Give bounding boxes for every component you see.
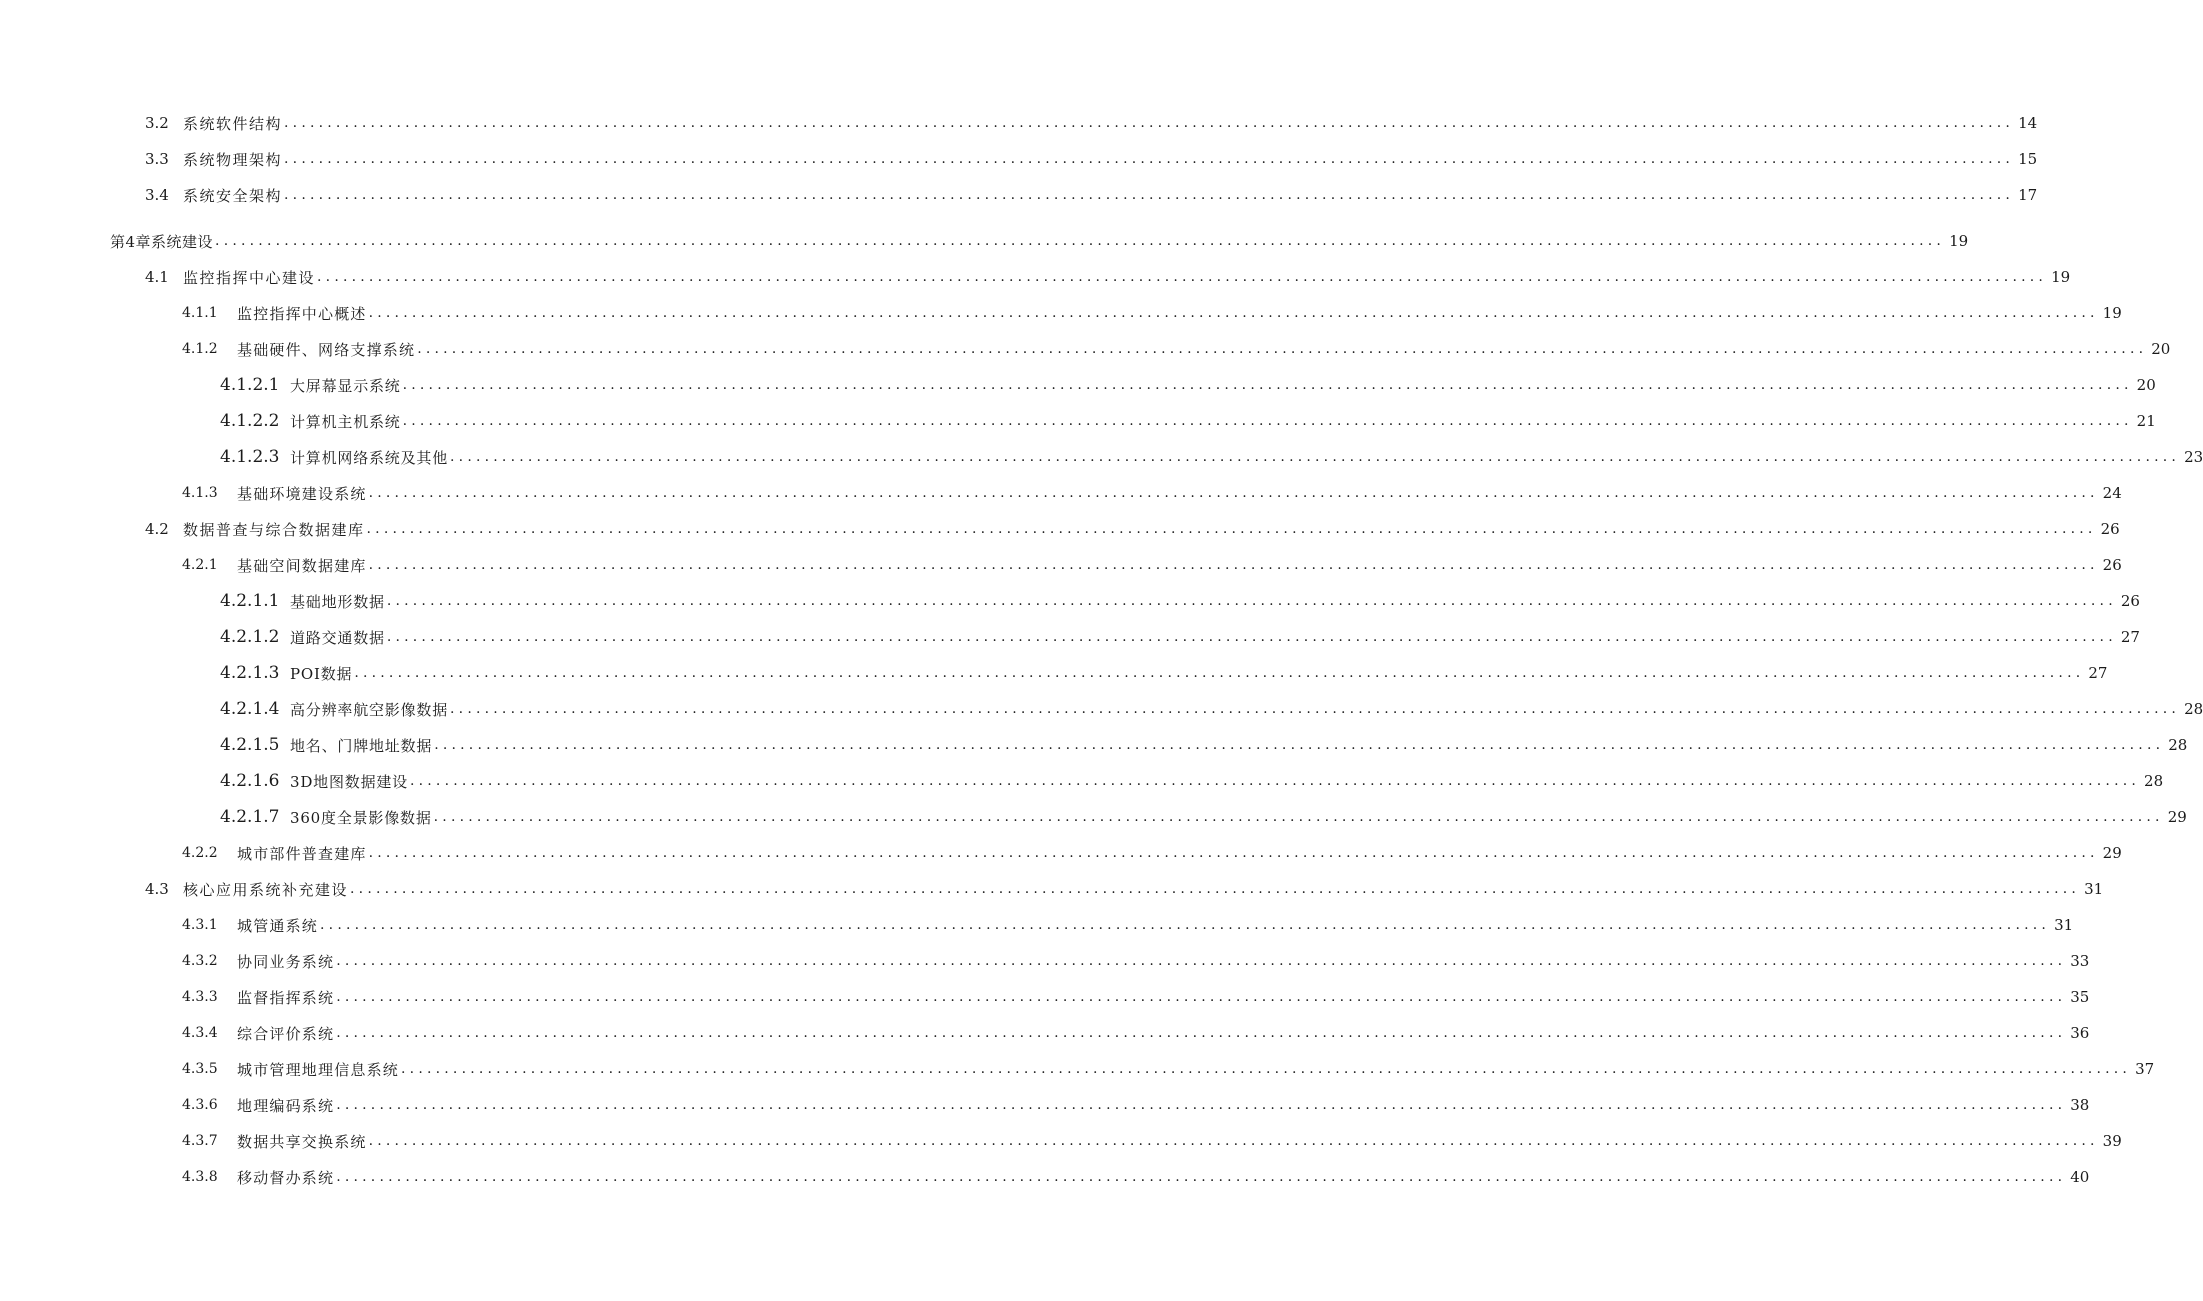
toc-entry[interactable] — [220, 768, 2164, 794]
toc-entry[interactable] — [145, 876, 2104, 902]
toc-entry-page-number: 40 — [2070, 1168, 2090, 1186]
toc-entry-title: 基础硬件、网络支撑系统 — [237, 340, 416, 359]
dot-leader: ........................................................................................................................................................................................................ — [336, 1025, 2067, 1041]
dot-leader: ........................................................................................................................................................................................................ — [402, 413, 2133, 429]
toc-entry-number: 4.2.1 — [182, 557, 218, 573]
toc-entry-title: 监督指挥系统 — [237, 988, 335, 1007]
toc-entry[interactable] — [220, 804, 2187, 830]
dot-leader: ........................................................................................................................................................................................................ — [317, 269, 2048, 285]
toc-entry-number: 4.2.1.1 — [220, 591, 280, 611]
toc-entry-page-number: 36 — [2070, 1024, 2090, 1042]
dot-leader: ........................................................................................................................................................................................................ — [350, 881, 2081, 897]
dot-leader: ........................................................................................................................................................................................................ — [386, 593, 2117, 609]
dot-leader: ........................................................................................................................................................................................................ — [336, 953, 2067, 969]
toc-entry[interactable] — [182, 840, 2122, 866]
toc-entry-title: 地名、门牌地址数据 — [290, 736, 433, 755]
toc-entry-page-number: 17 — [2018, 186, 2038, 204]
toc-entry-number: 4.3.4 — [182, 1025, 218, 1041]
toc-entry[interactable] — [182, 948, 2090, 974]
toc-entry-page-number: 28 — [2144, 772, 2164, 790]
toc-entry-title: 大屏幕显示系统 — [290, 376, 401, 395]
toc-entry[interactable] — [110, 228, 1969, 254]
toc-entry-title: 3D地图数据建设 — [290, 772, 408, 791]
toc-entry[interactable] — [182, 912, 2074, 938]
toc-entry-number: 4.3.2 — [182, 953, 218, 969]
dot-leader: ........................................................................................................................................................................................................ — [336, 1169, 2067, 1185]
toc-entry[interactable] — [182, 1164, 2090, 1190]
toc-entry[interactable] — [182, 336, 2171, 362]
dot-leader: ........................................................................................................................................................................................................ — [450, 701, 2181, 717]
dot-leader: ........................................................................................................................................................................................................ — [401, 1061, 2132, 1077]
toc-entry-title: 计算机主机系统 — [290, 412, 401, 431]
toc-entry-title: 基础环境建设系统 — [237, 484, 367, 503]
toc-entry-number: 4.1 — [145, 268, 169, 286]
toc-entry[interactable] — [145, 264, 2071, 290]
toc-entry-title: 城管通系统 — [237, 916, 319, 935]
toc-entry-page-number: 31 — [2084, 880, 2104, 898]
toc-entry[interactable] — [145, 516, 2120, 542]
toc-entry-page-number: 27 — [2120, 628, 2140, 646]
dot-leader: ........................................................................................................................................................................................................ — [433, 809, 2164, 825]
toc-entry-number: 3.4 — [145, 186, 169, 204]
toc-entry-number: 4.1.3 — [182, 485, 218, 501]
dot-leader: ........................................................................................................................................................................................................ — [450, 449, 2181, 465]
toc-entry-number: 3.3 — [145, 150, 169, 168]
toc-entry-page-number: 23 — [2184, 448, 2203, 466]
toc-entry-title: 综合评价系统 — [237, 1024, 335, 1043]
toc-entry-title: 移动督办系统 — [237, 1168, 335, 1187]
toc-entry-title: 地理编码系统 — [237, 1096, 335, 1115]
toc-entry[interactable] — [145, 146, 2038, 172]
toc-entry[interactable] — [220, 408, 2156, 434]
toc-entry-page-number: 29 — [2102, 844, 2122, 862]
toc-entry-page-number: 19 — [2102, 304, 2122, 322]
dot-leader: ........................................................................................................................................................................................................ — [354, 665, 2085, 681]
toc-entry-title: 系统物理架构 — [183, 150, 283, 169]
toc-entry-page-number: 38 — [2070, 1096, 2090, 1114]
dot-leader: ........................................................................................................................................................................................................ — [368, 1133, 2099, 1149]
toc-entry-page-number: 26 — [2100, 520, 2120, 538]
toc-entry-page-number: 27 — [2088, 664, 2108, 682]
toc-entry[interactable] — [182, 1128, 2122, 1154]
dot-leader: ........................................................................................................................................................................................................ — [417, 341, 2148, 357]
toc-entry-page-number: 26 — [2120, 592, 2140, 610]
toc-entry-title: 监控指挥中心概述 — [237, 304, 367, 323]
toc-entry[interactable] — [220, 660, 2108, 686]
toc-entry-number: 4.3.5 — [182, 1061, 218, 1077]
toc-entry-title: 监控指挥中心建设 — [183, 268, 316, 287]
toc-entry-title: 道路交通数据 — [290, 628, 385, 647]
toc-entry-number: 4.3.1 — [182, 917, 218, 933]
toc-entry-page-number: 35 — [2070, 988, 2090, 1006]
toc-entry-number: 4.2.1.5 — [220, 735, 280, 755]
toc-entry-page-number: 19 — [2051, 268, 2071, 286]
toc-entry[interactable] — [182, 1020, 2090, 1046]
toc-entry-number: 4.2.2 — [182, 845, 218, 861]
toc-entry-title: 城市部件普查建库 — [237, 844, 367, 863]
toc-entry-title: 协同业务系统 — [237, 952, 335, 971]
toc-entry-number: 4.3.6 — [182, 1097, 218, 1113]
dot-leader: ........................................................................................................................................................................................................ — [336, 1097, 2067, 1113]
dot-leader: ........................................................................................................................................................................................................ — [368, 305, 2099, 321]
toc-entry-number: 4.2.1.2 — [220, 627, 280, 647]
toc-entry-number: 3.2 — [145, 114, 169, 132]
toc-entry-number: 4.3.8 — [182, 1169, 218, 1185]
toc-entry[interactable] — [182, 1092, 2090, 1118]
toc-entry-number: 4.3.7 — [182, 1133, 218, 1149]
toc-entry-number: 4.2.1.7 — [220, 807, 280, 827]
dot-leader: ........................................................................................................................................................................................................ — [284, 151, 2015, 167]
toc-entry[interactable] — [220, 696, 2203, 722]
toc-entry-number: 4.1.2.1 — [220, 375, 280, 395]
toc-entry-number: 4.1.2.2 — [220, 411, 280, 431]
toc-entry-title: 核心应用系统补充建设 — [183, 880, 349, 899]
toc-entry-title: 数据共享交换系统 — [237, 1132, 367, 1151]
toc-entry-number: 4.1.2.3 — [220, 447, 280, 467]
toc-entry-title: 基础空间数据建库 — [237, 556, 367, 575]
toc-entry-title: 城市管理地理信息系统 — [237, 1060, 400, 1079]
dot-leader: ........................................................................................................................................................................................................ — [368, 557, 2099, 573]
toc-entry[interactable] — [145, 110, 2038, 136]
dot-leader: ........................................................................................................................................................................................................ — [368, 485, 2099, 501]
toc-entry-page-number: 28 — [2184, 700, 2203, 718]
toc-entry-page-number: 39 — [2102, 1132, 2122, 1150]
toc-entry-page-number: 26 — [2102, 556, 2122, 574]
toc-entry-page-number: 20 — [2136, 376, 2156, 394]
dot-leader: ........................................................................................................................................................................................................ — [336, 989, 2067, 1005]
toc-entry[interactable] — [182, 480, 2122, 506]
toc-entry-title: 基础地形数据 — [290, 592, 385, 611]
toc-entry-page-number: 19 — [1949, 232, 1969, 250]
toc-entry-page-number: 20 — [2151, 340, 2171, 358]
dot-leader: ........................................................................................................................................................................................................ — [320, 917, 2051, 933]
dot-leader: ........................................................................................................................................................................................................ — [284, 115, 2015, 131]
dot-leader: ........................................................................................................................................................................................................ — [434, 737, 2165, 753]
toc-entry[interactable] — [182, 984, 2090, 1010]
toc-entry[interactable] — [220, 588, 2140, 614]
toc-entry-page-number: 15 — [2018, 150, 2038, 168]
toc-entry-title: 数据普查与综合数据建库 — [183, 520, 365, 539]
toc-entry[interactable] — [220, 444, 2203, 470]
toc-entry-number: 4.2.1.3 — [220, 663, 280, 683]
toc-entry-number: 4.2 — [145, 520, 169, 538]
toc-entry-page-number: 24 — [2102, 484, 2122, 502]
dot-leader: ........................................................................................................................................................................................................ — [215, 233, 1946, 249]
toc-entry-title: 高分辨率航空影像数据 — [290, 700, 449, 719]
toc-entry-title: POI数据 — [290, 664, 353, 683]
toc-entry-number: 4.2.1.6 — [220, 771, 280, 791]
dot-leader: ........................................................................................................................................................................................................ — [366, 521, 2097, 537]
dot-leader: ........................................................................................................................................................................................................ — [284, 187, 2015, 203]
toc-entry[interactable] — [182, 300, 2122, 326]
toc-entry[interactable] — [220, 624, 2140, 650]
dot-leader: ........................................................................................................................................................................................................ — [368, 845, 2099, 861]
toc-entry[interactable] — [145, 182, 2038, 208]
toc-entry-number: 4.1.2 — [182, 341, 218, 357]
dot-leader: ........................................................................................................................................................................................................ — [386, 629, 2117, 645]
toc-entry-title: 系统软件结构 — [183, 114, 283, 133]
toc-entry-title: 第4章系统建设 — [110, 232, 214, 251]
toc-entry-page-number: 14 — [2018, 114, 2038, 132]
toc-entry-page-number: 28 — [2168, 736, 2188, 754]
toc-entry-number: 4.3.3 — [182, 989, 218, 1005]
toc-entry[interactable] — [220, 732, 2188, 758]
toc-entry-page-number: 21 — [2136, 412, 2156, 430]
toc-entry-page-number: 37 — [2135, 1060, 2155, 1078]
toc-entry-page-number: 33 — [2070, 952, 2090, 970]
toc-entry[interactable] — [182, 1056, 2155, 1082]
toc-entry[interactable] — [220, 372, 2156, 398]
toc-entry-number: 4.2.1.4 — [220, 699, 280, 719]
dot-leader: ........................................................................................................................................................................................................ — [409, 773, 2141, 789]
toc-entry-title: 计算机网络系统及其他 — [290, 448, 449, 467]
toc-entry-page-number: 29 — [2167, 808, 2187, 826]
toc-entry-title: 360度全景影像数据 — [290, 808, 432, 827]
toc-entry-page-number: 31 — [2054, 916, 2074, 934]
toc-entry-title: 系统安全架构 — [183, 186, 283, 205]
dot-leader: ........................................................................................................................................................................................................ — [402, 377, 2133, 393]
toc-entry-number: 4.3 — [145, 880, 169, 898]
toc-entry-number: 4.1.1 — [182, 305, 218, 321]
toc-entry[interactable] — [182, 552, 2122, 578]
